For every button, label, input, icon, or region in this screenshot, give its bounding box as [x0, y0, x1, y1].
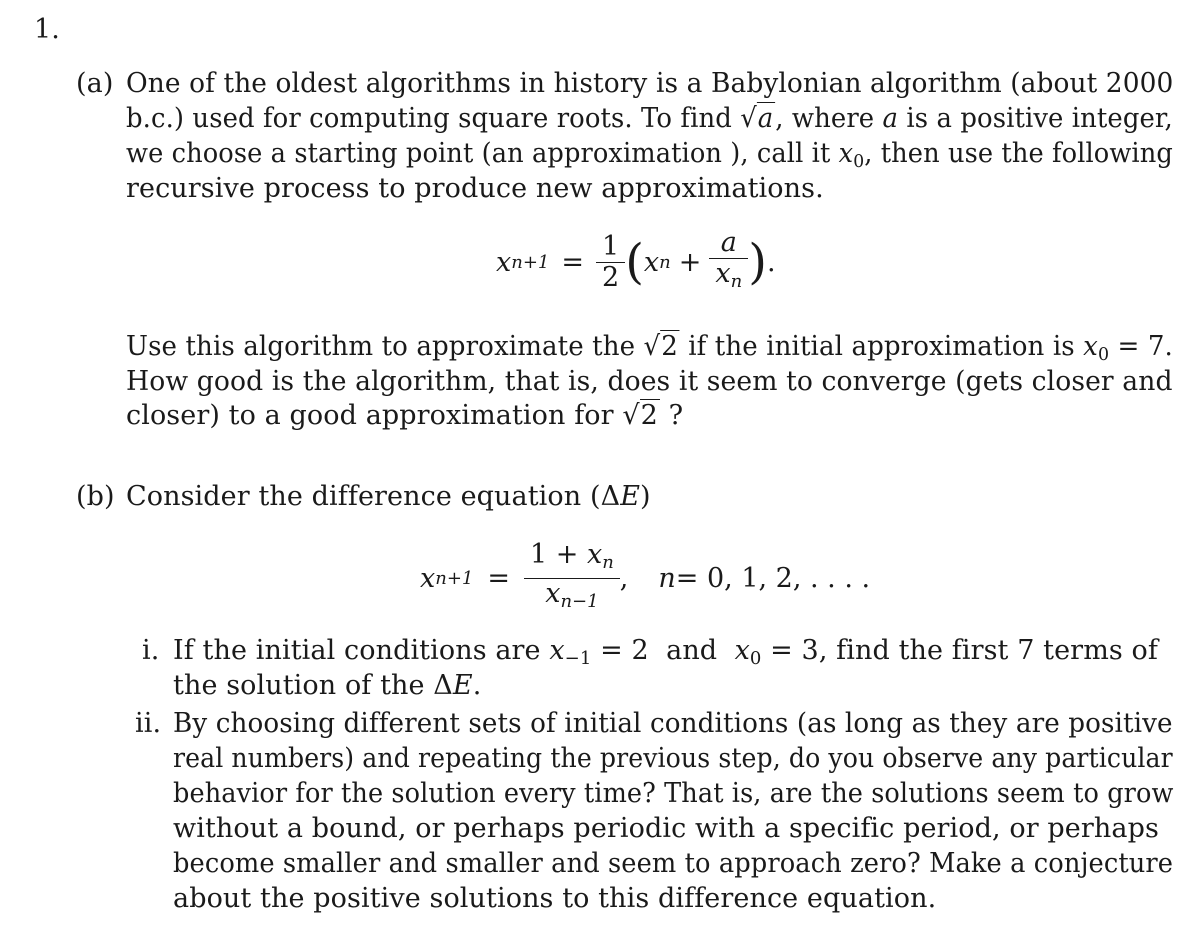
part-a-question-3: closer) to a good approximation for √2 ? — [126, 398, 683, 434]
item-i-label: i. — [142, 635, 160, 666]
part-b-label: (b) — [76, 481, 115, 512]
item-ii-line: become smaller and smaller and seem to approach zero? Make a conjecture — [173, 848, 1174, 879]
part-b-intro: Consider the difference equation (ΔE) — [126, 481, 651, 512]
item-ii-line: By choosing different sets of initial conditions (as long as they are positive — [173, 708, 1173, 739]
babylonian-equation: x n+1 = $\frac{1}{2}$ ( x n + $\frac{a}{x_n}$ ) . — [496, 226, 776, 298]
part-a-question-2: How good is the algorithm, that is, does it seem to converge (gets closer and — [126, 366, 1173, 397]
part-a-line-4: recursive process to produce new approximations. — [126, 173, 824, 204]
sqrt-2: √2 — [643, 331, 678, 362]
difference-equation: x n+1 = $\frac{1 + x_n}{x_{n-1}}$ , n = 0, 1, 2, . . . . — [420, 540, 870, 616]
part-a-line-3: we choose a starting point (an approximation ), call it x0, then use the following — [126, 138, 1173, 172]
part-a-line-2: b.c.) used for computing square roots. To find √a, where a is a positive integer, — [126, 101, 1173, 137]
item-i-line-2: the solution of the ΔE. — [173, 670, 482, 701]
fraction-difference: $\frac{1 + x_n}{x_{n-1}}$ — [524, 540, 620, 617]
problem-number: 1. — [34, 14, 60, 45]
item-ii-label: ii. — [135, 708, 162, 739]
fraction-one-half: $\frac{1}{2}$ — [596, 232, 625, 293]
item-ii-line: without a bound, or perhaps periodic with a specific period, or perhaps — [173, 813, 1159, 844]
fraction-a-over-xn: $\frac{a}{x_n}$ — [709, 228, 748, 297]
item-ii-line: behavior for the solution every time? That is, are the solutions seem to grow — [173, 778, 1174, 809]
part-a-label: (a) — [76, 68, 114, 99]
sqrt-a: √a — [740, 103, 774, 134]
part-a-line-1: One of the oldest algorithms in history is a Babylonian algorithm (about 2000 — [126, 68, 1174, 99]
part-a-question-1: Use this algorithm to approximate the √2 if the initial approximation is x0 = 7. — [126, 331, 1173, 365]
sqrt-2: √2 — [622, 400, 658, 431]
item-i-line-1: If the initial conditions are x−1 = 2 and x0 = 3, find the first 7 terms of — [173, 635, 1158, 669]
item-ii-line: real numbers) and repeating the previous step, do you observe any particular — [173, 743, 1173, 774]
item-ii-line: about the positive solutions to this difference equation. — [173, 883, 937, 914]
